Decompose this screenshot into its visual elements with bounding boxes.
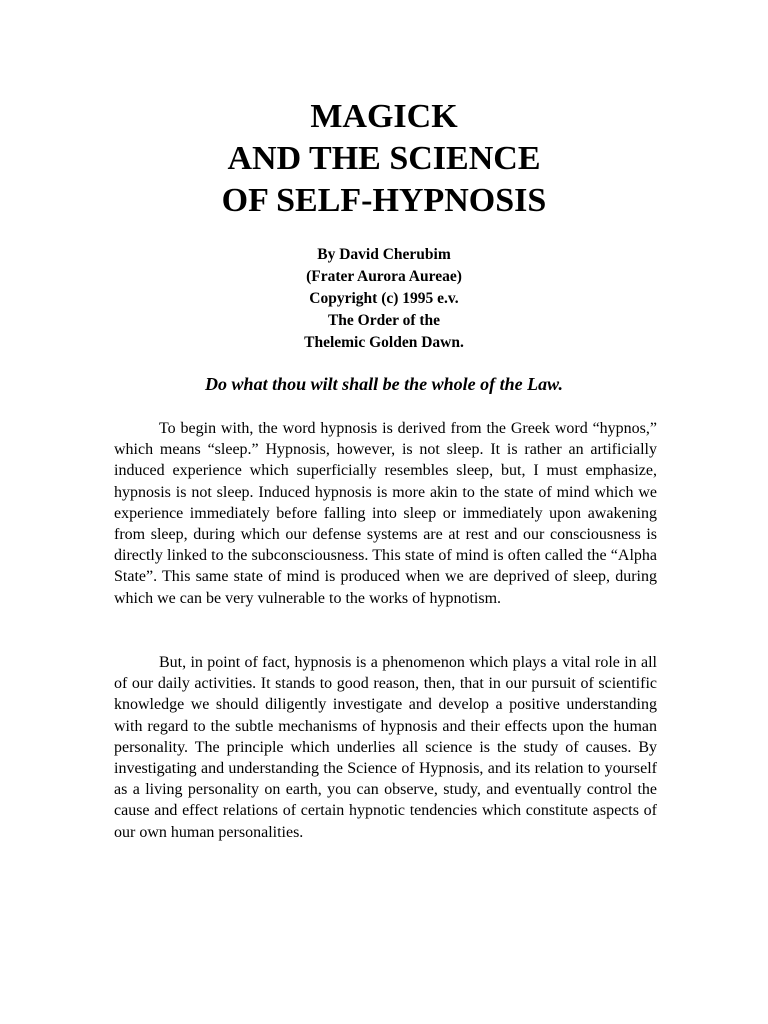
title-line: AND THE SCIENCE: [227, 140, 541, 177]
title-line: OF SELF-HYPNOSIS: [221, 182, 547, 219]
document-title: [0, 96, 768, 222]
body-paragraph: To begin with, the word hypnosis is derived from the Greek word “hypnos,” which means “sleep.” Hypnosis, however, is not sleep. It is rather an artificially induced experience which superficially resembles sleep, but, I must emphasize, hypnosis is not sleep. Induced hypnosis is more akin to the state of mind which we experience immediately before falling into sleep or immediately upon awakening from sleep, during which our defense systems are at rest and our consciousness is directly linked to the subconsciousness. This state of mind is often called the “Alpha State”. This same state of mind is produced when we are deprived of sleep, during which we can be very vulnerable to the works of hypnotism.: [114, 420, 657, 607]
organization-line: Thelemic Golden Dawn.: [304, 334, 464, 351]
copyright-notice: Copyright (c) 1995 e.v.: [309, 290, 459, 307]
author-alias: (Frater Aurora Aureae): [306, 268, 462, 285]
motto: Do what thou wilt shall be the whole of the Law.: [205, 374, 563, 394]
author-byline: [0, 244, 768, 354]
organization-line: The Order of the: [327, 312, 441, 329]
title-line: MAGICK: [310, 98, 458, 135]
body-paragraph: But, in point of fact, hypnosis is a phenomenon which plays a vital role in all of our daily activities. It stands to good reason, then, that in our pursuit of scientific knowledge we should diligently investigate and develop a positive understanding with regard to the subtle mechanisms of hypnosis and their effects upon the human personality. The principle which underlies all science is the study of causes. By investigating and understanding the Science of Hypnosis, and its relation to yourself as a living personality on earth, you can observe, study, and eventually control the cause and effect relations of certain hypnotic tendencies which constitute aspects of our own human personalities.: [114, 654, 657, 841]
author-name: By David Cherubim: [317, 246, 451, 263]
